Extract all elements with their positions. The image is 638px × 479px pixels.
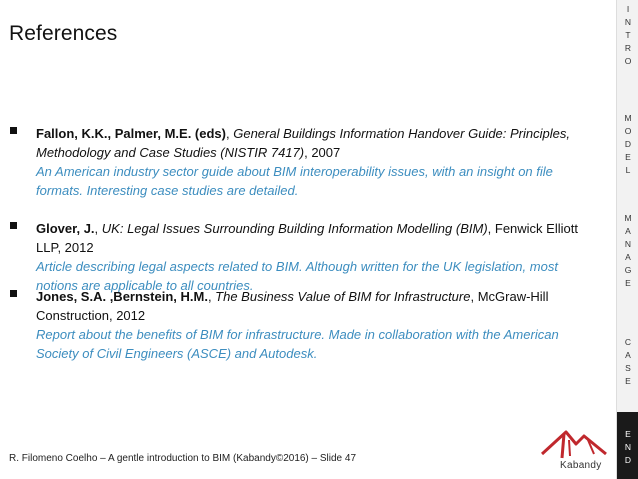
sidebar-letter: O xyxy=(624,126,632,136)
reference-note: Article describing legal aspects related to BIM. Although written for the UK legislation, most notions are applicable to all countries. xyxy=(36,259,558,293)
sidebar-letter: E xyxy=(625,376,631,386)
sidebar-letter: R xyxy=(624,43,632,53)
sidebar-letter: D xyxy=(624,455,632,465)
sidebar-letter: A xyxy=(625,350,631,360)
sidebar-letter: N xyxy=(624,239,632,249)
section-sidebar xyxy=(616,0,638,479)
reference-body xyxy=(36,124,602,200)
sidebar-letter: N xyxy=(624,17,632,27)
reference-title: General Buildings Information Handover Guide: Principles, Methodology and Case Studies (NISTIR 7417) xyxy=(36,126,570,160)
bullet-icon xyxy=(10,290,17,297)
sidebar-letter: T xyxy=(625,30,631,40)
sidebar-item-intro[interactable] xyxy=(617,3,638,68)
sidebar-letter: D xyxy=(624,139,632,149)
sidebar-letter: M xyxy=(624,213,632,223)
sidebar-letter: C xyxy=(624,337,632,347)
sidebar-letter: E xyxy=(625,429,631,439)
logo-text: Kabandy xyxy=(560,460,602,471)
reference-publisher: , Fenwick Elliott LLP, 2012 xyxy=(36,221,578,255)
reference-publisher: , 2007 xyxy=(304,145,341,160)
reference-body xyxy=(36,219,602,295)
reference-author: Jones, S.A. ,Bernstein, H.M. xyxy=(36,289,208,304)
sidebar-letter: M xyxy=(624,113,632,123)
reference-sep: , xyxy=(207,289,216,304)
sidebar-letter: E xyxy=(625,278,631,288)
sidebar-letter: A xyxy=(625,226,631,236)
sidebar-letter: A xyxy=(625,252,631,262)
reference-title: UK: Legal Issues Surrounding Building Information Modelling (BIM) xyxy=(101,221,488,236)
sidebar-letter: S xyxy=(625,363,631,373)
sidebar-item-end xyxy=(617,428,638,467)
sidebar-item-model[interactable] xyxy=(617,112,638,177)
reference-note: Report about the benefits of BIM for infrastructure. Made in collaboration with the American Society of Civil Engineers (ASCE) and Autodesk. xyxy=(36,327,559,361)
reference-note: An American industry sector guide about BIM interoperability issues, with an insight on file formats. Interesting case studies are detailed. xyxy=(36,164,553,198)
bullet-icon xyxy=(10,127,17,134)
sidebar-letter: L xyxy=(625,165,631,175)
sidebar-letter: N xyxy=(624,442,632,452)
slide-footer: R. Filomeno Coelho – A gentle introduction to BIM (Kabandy©2016) – Slide 47 xyxy=(9,453,357,464)
reference-body xyxy=(36,287,602,363)
sidebar-item-end-active[interactable] xyxy=(617,412,638,479)
sidebar-letter: O xyxy=(624,56,632,66)
sidebar-item-case[interactable] xyxy=(617,336,638,388)
reference-sep: , xyxy=(226,126,234,141)
reference-publisher: , McGraw-Hill Construction, 2012 xyxy=(36,289,549,323)
reference-author: Glover, J. xyxy=(36,221,95,236)
sidebar-letter: I xyxy=(626,4,630,14)
sidebar-item-manage[interactable] xyxy=(617,212,638,290)
sidebar-letter: G xyxy=(624,265,632,275)
slide-title: References xyxy=(9,22,118,45)
reference-title: The Business Value of BIM for Infrastructure xyxy=(215,289,471,304)
reference-author: Fallon, K.K., Palmer, M.E. (eds) xyxy=(36,126,226,141)
sidebar-letter: E xyxy=(625,152,631,162)
reference-sep: , xyxy=(94,221,102,236)
bullet-icon xyxy=(10,222,17,229)
